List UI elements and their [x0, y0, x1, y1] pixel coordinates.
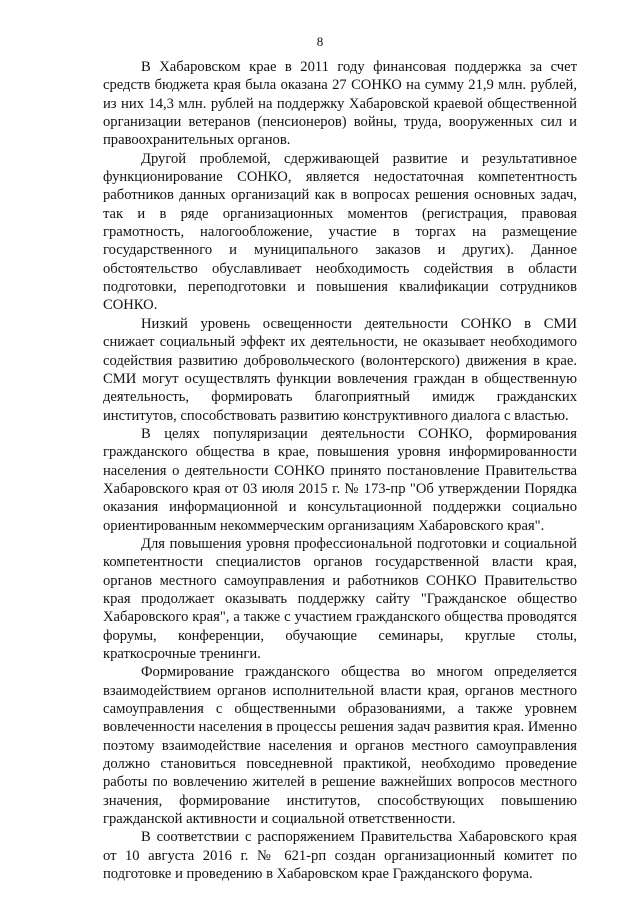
paragraph-staff-competence: Другой проблемой, сдерживающей развитие и результативное функционирование СОНКО, является недостаточная компетентность работников данных организаций как в вопросах решения основных задач, так и в ряде организационных моментов (регистрация, правовая грамотность, налогообложение, участие в торгах на размещение государственного и муниципального заказов и других). Данное обстоятельство обуславливает необходимость содействия в области подготовки, переподготовки и повышения квалификации сотрудников СОНКО.	[103, 150, 577, 314]
document-body	[103, 58, 577, 883]
page-number: 8	[316, 34, 324, 49]
paragraph-media-coverage: Низкий уровень освещенности деятельности СОНКО в СМИ снижает социальный эффект их деятельности, не оказывает необходимого содействия развитию добровольческого (волонтерского) движения в крае. СМИ могут осуществлять функции вовлечения граждан в общественную деятельность, формировать благоприятный имидж гражданских институтов, способствовать развитию конструктивного диалога с властью.	[103, 315, 577, 424]
paragraph-financial-support: В Хабаровском крае в 2011 году финансовая поддержка за счет средств бюджета края была оказана 27 СОНКО на сумму 21,9 млн. рублей, из них 14,3 млн. рублей на поддержку Хабаровской краевой общественной организации ветеранов (пенсионеров) войны, труда, вооруженных сил и правоохранительных органов.	[103, 59, 577, 149]
paragraph-civic-forum: В соответствии с распоряжением Правительства Хабаровского края от 10 августа 2016 г. № 621-рп создан организационный комитет по подготовке и проведению в Хабаровском крае Гражданского форума.	[103, 829, 577, 883]
paragraph-popularization: В целях популяризации деятельности СОНКО, формирования гражданского общества в крае, повышения уровня информированности населения о деятельности СОНКО принято постановление Правительства Хабаровского края от 03 июля 2015 г. № 173-пр "Об утверждении Порядка оказания информационной и консультационной поддержки социально ориентированным некоммерческим организациям Хабаровского края".	[103, 425, 577, 534]
paragraph-civil-society: Формирование гражданского общества во многом определяется взаимодействием органов исполнительной власти края, органов местного самоуправления с общественными образованиями, а также уровнем вовлеченности населения в процессы решения задач развития края. Именно поэтому взаимодействие населения и органов местного самоуправления должно становиться повседневной практикой, необходимо проведение работы по вовлечению жителей в решение важнейших вопросов местного значения, формирование институтов, способствующих повышению гражданской активности и социальной ответственности.	[103, 664, 577, 828]
paragraph-professional-training: Для повышения уровня профессиональной подготовки и социальной компетентности специалистов органов государственной власти края, органов местного самоуправления и работников СОНКО Правительство края продолжает оказывать поддержку сайту "Гражданское общество Хабаровского края", а также с участием гражданского общества проводятся форумы, конференции, обучающие семинары, круглые столы, краткосрочные тренинги.	[103, 535, 577, 662]
